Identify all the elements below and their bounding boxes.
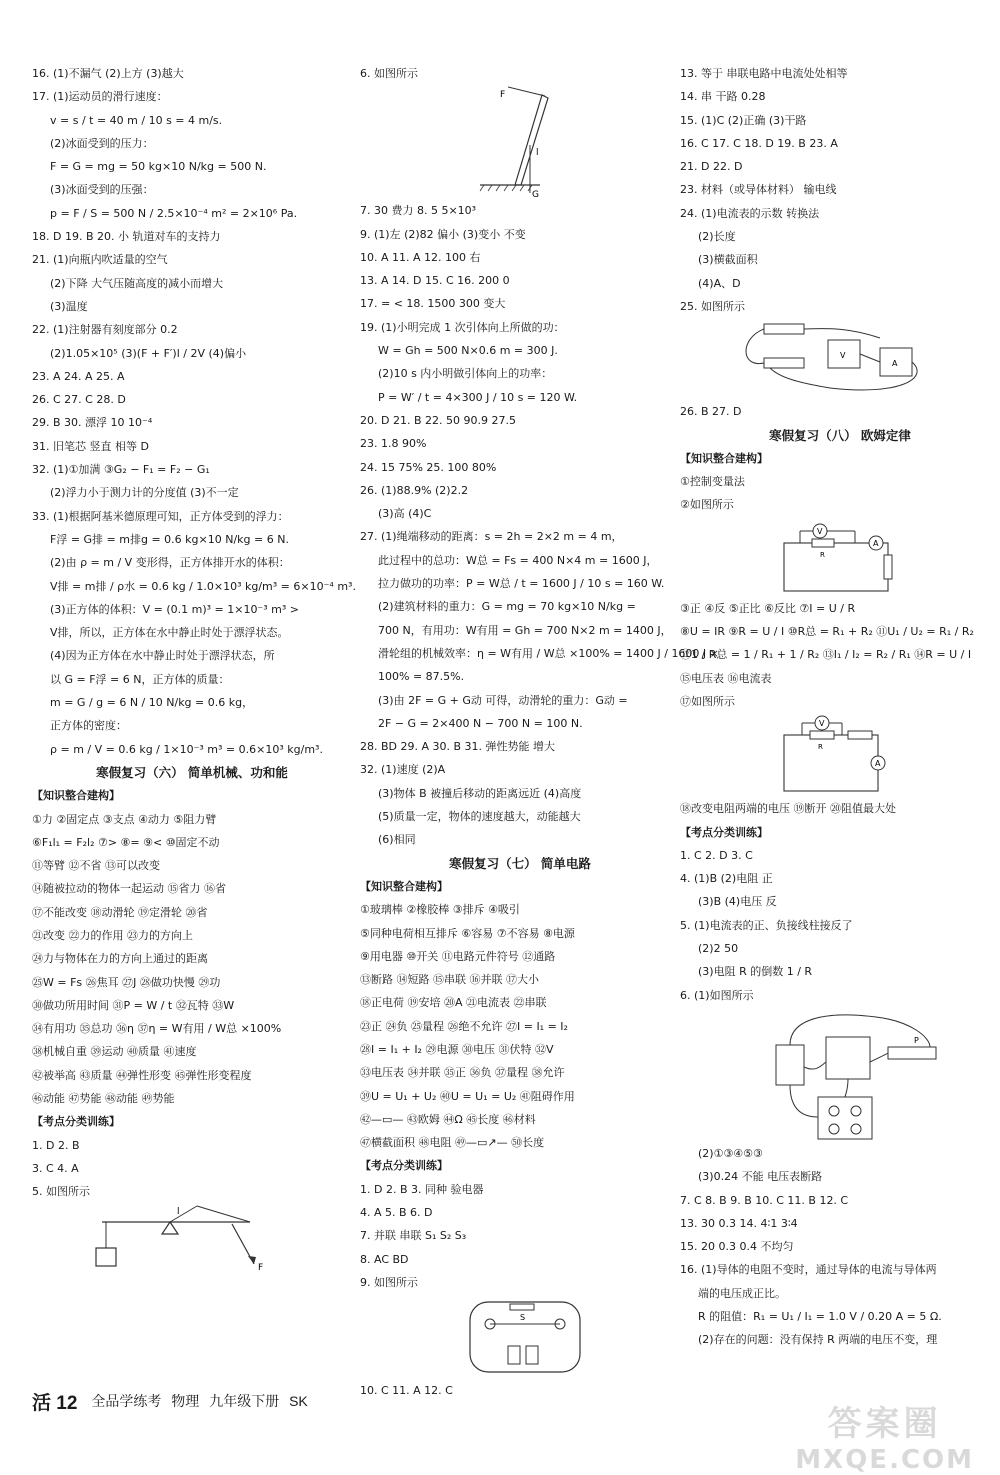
section-subtitle: 【考点分类训练】	[32, 1115, 120, 1129]
text-line: 1. D 2. B 3. 同种 验电器	[360, 1182, 484, 1196]
svg-text:V: V	[819, 719, 825, 729]
text-line: ρ = m / V = 0.6 kg / 1×10⁻³ m³ = 0.6×10³ kg/m³.	[50, 742, 323, 756]
text-line: 4. (1)B (2)电阻 正	[680, 872, 773, 886]
text-line: (2)浮力小于测力计的分度值 (3)不一定	[50, 486, 239, 500]
text-line: ②如图所示	[680, 498, 734, 512]
svg-text:F: F	[258, 1262, 264, 1273]
text-line: 滑轮组的机械效率：η = W有用 / W总 ×100% = 1400 J / 1600 J ×	[378, 646, 719, 660]
text-line: 16. (1)不漏气 (2)上方 (3)越大	[32, 67, 184, 80]
text-line: W = Gh = 500 N×0.6 m = 300 J.	[378, 344, 558, 358]
col1-lines	[32, 62, 356, 761]
text-line: 20. D 21. B 22. 50 90.9 27.5	[360, 413, 516, 427]
svg-text:A: A	[875, 759, 881, 769]
answers-list	[360, 1178, 680, 1294]
text-line: (2)①③④⑤③	[698, 1146, 763, 1160]
column-left	[32, 62, 356, 1282]
text-line: (3)冰面受到的压强：	[50, 183, 154, 197]
text-line: (4)A、D	[698, 276, 741, 290]
svg-text:R: R	[818, 743, 823, 752]
text-line: 此过程中的总功：W总 = Fs = 400 N×4 m = 1600 J，	[378, 553, 658, 567]
svg-text:A: A	[892, 359, 898, 369]
section-subtitle: 【知识整合建构】	[360, 879, 448, 893]
svg-text:V: V	[817, 526, 823, 536]
text-line: (3)横截面积	[698, 253, 758, 267]
text-line: 27. (1)绳端移动的距离：s = 2h = 2×2 m = 4 m，	[360, 530, 623, 544]
text-line: 6. 如图所示	[360, 67, 418, 80]
text-line: 22. (1)注射器有刻度部分 0.2	[32, 323, 178, 337]
text-line: 9. 如图所示	[360, 1275, 418, 1289]
answers-list-b	[680, 1142, 1000, 1352]
text-line: 正方体的密度：	[50, 719, 127, 733]
text-line: 21. (1)向瓶内吹适量的空气	[32, 253, 168, 267]
text-line: p = F / S = 500 N / 2.5×10⁻⁴ m² = 2×10⁶ Pa.	[50, 206, 298, 220]
section-title: 寒假复习（六） 简单机械、功和能	[96, 764, 288, 780]
text-line: ①力 ②固定点 ③支点 ④动力 ⑤阻力臂	[32, 812, 217, 826]
text-line: (5)质量一定，物体的速度越大，动能越大	[378, 810, 581, 824]
text-line: 10. C 11. A 12. C	[360, 1384, 453, 1398]
ohm-knowledge	[680, 597, 1000, 713]
text-line: ㊴U = U₁ + U₂ ㊵U = U₁ = U₂ ㊶阻碍作用	[360, 1089, 575, 1103]
text-line: 28. BD 29. A 30. B 31. 弹性势能 增大	[360, 740, 556, 754]
text-line: 24. 15 75% 25. 100 80%	[360, 460, 497, 474]
svg-text:V: V	[840, 351, 846, 361]
svg-text:l: l	[536, 148, 539, 159]
text-line: 32. (1)①加满 ③G₂ − F₁ = F₂ − G₁	[32, 463, 210, 477]
text-line: 7. 并联 串联 S₁ S₂ S₃	[360, 1229, 467, 1243]
text-line: ⑥F₁l₁ = F₂l₂ ⑦> ⑧= ⑨< ⑩固定不动	[32, 835, 220, 849]
svg-text:S: S	[520, 1313, 526, 1323]
svg-text:F: F	[500, 90, 506, 101]
text-line: 10. A 11. A 12. 100 右	[360, 250, 481, 264]
text-line: ㉓正 ㉔负 ㉕量程 ㉖绝不允许 ㉗I = I₁ = I₂	[360, 1019, 568, 1033]
text-line: 16. C 17. C 18. D 19. B 23. A	[680, 136, 838, 150]
text-line: ㉞有用功 ㉟总功 ㊱η ㊲η = W有用 / W总 ×100%	[32, 1022, 282, 1036]
text-line: 5. (1)电流表的正、负接线柱接反了	[680, 918, 853, 932]
text-line: ⑧U = IR ⑨R = U / I ⑩R总 = R₁ + R₂ ⑪U₁ / U₂ = R₁ / R₂	[680, 625, 974, 639]
text-line: (3)高 (4)C	[378, 507, 432, 521]
text-line: ⑰不能改变 ⑱动滑轮 ⑲定滑轮 ⑳省	[32, 905, 208, 919]
watermark-top: 答案圈	[827, 1404, 942, 1444]
text-line: 15. 20 0.3 0.4 不均匀	[680, 1240, 794, 1254]
text-line: 7. C 8. B 9. B 10. C 11. B 12. C	[680, 1193, 849, 1207]
text-line: 26. B 27. D	[680, 405, 742, 419]
ohm-circuit-figure-1	[680, 517, 1000, 597]
watermark-bottom: MXQE.COM	[795, 1445, 974, 1475]
text-line: 13. 30 0.3 14. 4∶1 3∶4	[680, 1216, 798, 1230]
text-line: m = G / g = 6 N / 10 N/kg = 0.6 kg，	[50, 696, 254, 710]
section-subtitle: 【考点分类训练】	[360, 1159, 448, 1173]
text-line: 26. (1)88.9% (2)2.2	[360, 483, 469, 497]
svg-text:G: G	[532, 190, 539, 201]
text-line: (3)0.24 不能 电压表断路	[698, 1170, 823, 1184]
text-line: ⑱改变电阻两端的电压 ⑲断开 ⑳阻值最大处	[680, 802, 896, 816]
text-line: 以 G = F浮 = 6 N，正方体的质量：	[50, 672, 230, 686]
text-line: 17. = < 18. 1500 300 变大	[360, 297, 506, 311]
text-line: 16. (1)导体的电阻不变时，通过导体的电流与导体两	[680, 1263, 937, 1277]
text-line: 2F − G = 2×400 N − 700 N = 100 N.	[378, 716, 583, 730]
page-footer	[32, 1386, 532, 1416]
text-line: V排 = m排 / ρ水 = 0.6 kg / 1.0×10³ kg/m³ = 6×10⁻⁴ m³.	[50, 579, 356, 593]
text-line: 14. 串 干路 0.28	[680, 90, 766, 104]
text-line: 9. (1)左 (2)82 偏小 (3)变小 不变	[360, 227, 526, 241]
text-line: 21. D 22. D	[680, 160, 743, 174]
text-line: (2)长度	[698, 230, 736, 244]
knowledge-list	[360, 898, 680, 1154]
text-line: 4. A 5. B 6. D	[360, 1206, 433, 1220]
text-line: ⑮电压表 ⑯电流表	[680, 671, 772, 685]
text-line: 23. 1.8 90%	[360, 437, 427, 451]
text-line: 3. C 4. A	[32, 1161, 79, 1175]
text-line: (3)正方体的体积：V = (0.1 m)³ = 1×10⁻³ m³ >	[50, 602, 299, 616]
text-line: ㊷—▭— ㊸欧姆 ㊹Ω ㊺长度 ㊻材料	[360, 1112, 536, 1126]
text-line: (3)物体 B 被撞后移动的距离远近 (4)高度	[378, 786, 582, 800]
col3-lines	[680, 62, 1000, 318]
column-right	[680, 62, 1000, 1352]
text-line: ①玻璃棒 ②橡胶棒 ③排斥 ④吸引	[360, 903, 520, 917]
ohm-circuit-figure-2	[680, 713, 1000, 797]
text-line: ㉕W = Fs ㉖焦耳 ㉗J ㉘做功快慢 ㉙功	[32, 975, 221, 989]
text-line: ③正 ④反 ⑤正比 ⑥反比 ⑦I = U / R	[680, 601, 856, 615]
text-line: (2)建筑材料的重力：G = mg = 70 kg×10 N/kg =	[378, 600, 636, 614]
section-subtitle: 【考点分类训练】	[680, 825, 768, 839]
watermark	[795, 1396, 974, 1475]
text-line: 32. (1)速度 (2)A	[360, 763, 446, 777]
text-line: (2)存在的问题：没有保持 R 两端的电压不变，理	[698, 1333, 938, 1347]
text-line: ⑨用电器 ⑩开关 ⑪电路元件符号 ⑫通路	[360, 949, 556, 963]
text-line: 拉力做功的功率：P = W总 / t = 1600 J / 10 s = 160 W.	[378, 577, 665, 591]
text-line: ㉑改变 ㉒力的作用 ㉓力的方向上	[32, 928, 193, 942]
text-line: 700 N，有用功：W有用 = Gh = 700 N×2 m = 1400 J，	[378, 623, 672, 637]
text-line: (6)相同	[378, 833, 416, 847]
page-number-mark: 活 12	[32, 1392, 78, 1414]
text-line: ⑬断路 ⑭短路 ⑮串联 ⑯并联 ⑰大小	[360, 973, 539, 987]
text-line: ⑪等臂 ⑫不省 ⑬可以改变	[32, 859, 160, 873]
text-line: 100% = 87.5%.	[378, 670, 465, 684]
text-line: 26. C 27. C 28. D	[32, 393, 126, 407]
text-line: 17. (1)运动员的滑行速度：	[32, 90, 168, 104]
text-line: 1. D 2. B	[32, 1138, 80, 1152]
text-line: (4)因为正方体在水中静止时处于漂浮状态，所	[50, 649, 275, 663]
svg-text:P: P	[914, 1035, 919, 1045]
text-line: 13. A 14. D 15. C 16. 200 0	[360, 274, 510, 288]
text-line: 7. 30 费力 8. 5 5×10³	[360, 204, 477, 218]
text-line: 端的电压成正比。	[698, 1286, 786, 1300]
text-line: ㉝电压表 ㉞并联 ㉟正 ㊱负 ㊲量程 ㊳允许	[360, 1066, 565, 1080]
text-line: (3)温度	[50, 299, 88, 313]
text-line: 18. D 19. B 20. 小 轨道对车的支持力	[32, 230, 221, 244]
section-title: 寒假复习（七） 简单电路	[449, 855, 591, 871]
text-line: V排，所以，正方体在水中静止时处于漂浮状态。	[50, 626, 289, 640]
text-line: 23. 材料（或导体材料） 输电线	[680, 183, 837, 197]
text-line: (2)10 s 内小明做引体向上的功率：	[378, 367, 553, 381]
text-line: ⑫1 / R总 = 1 / R₁ + 1 / R₂ ⑬I₁ / I₂ = R₂ / R₁ ⑭R = U / I	[680, 648, 972, 662]
text-line: (3)B (4)电压 反	[698, 895, 777, 909]
text-line: 8. AC BD	[360, 1252, 409, 1266]
text-line: ㉔力与物体在力的方向上通过的距离	[32, 952, 208, 966]
svg-text:l: l	[177, 1206, 180, 1217]
text-line: ㊳机械自重 ㊴运动 ㊵质量 ㊶速度	[32, 1045, 197, 1059]
text-line: 31. 旧笔芯 竖直 相等 D	[32, 439, 149, 453]
text-line: ㊻动能 ㊼势能 ㊽动能 ㊾势能	[32, 1092, 175, 1106]
text-line: ㊷被举高 ㊸质量 ㊹弹性形变 ㊺弹性形变程度	[32, 1068, 252, 1082]
text-line: P = W′ / t = 4×300 J / 10 s = 120 W.	[378, 390, 578, 404]
section-title: 寒假复习（八） 欧姆定律	[769, 427, 911, 443]
text-line: 6. (1)如图所示	[680, 988, 754, 1002]
text-line: 24. (1)电流表的示数 转换法	[680, 206, 820, 220]
text-line: 33. (1)根据阿基米德原理可知，正方体受到的浮力：	[32, 509, 289, 523]
text-line: ⑰如图所示	[680, 694, 735, 708]
text-line: (3)电阻 R 的倒数 1 / R	[698, 965, 813, 979]
text-line: 1. C 2. D 3. C	[680, 848, 753, 862]
lever-figure	[32, 1204, 352, 1282]
text-line: ㉚做功所用时间 ㉛P = W / t ㉜瓦特 ㉝W	[32, 998, 235, 1012]
text-line: ⑱正电荷 ⑲安培 ⑳A ㉑电流表 ㉒串联	[360, 996, 547, 1010]
svg-text:R: R	[820, 550, 825, 559]
text-line: (2)1.05×10⁵ (3)(F + F′)l / 2V (4)偏小	[50, 346, 247, 360]
text-line: ㊼横截面积 ㊽电阻 ㊾—▭↗— ㊿长度	[360, 1136, 545, 1150]
text-line: 25. 如图所示	[680, 299, 745, 313]
text-line: 13. 等于 串联电路中电流处处相等	[680, 67, 848, 80]
rod-force-figure	[360, 85, 680, 199]
circuit-parallel-figure	[360, 1294, 680, 1379]
text-line: 5. 如图所示	[32, 1185, 90, 1199]
text-line: (2)由 ρ = m / V 变形得，正方体排开水的体积：	[50, 556, 290, 570]
text-line: v = s / t = 40 m / 10 s = 4 m/s.	[50, 113, 223, 127]
text-line: ㉘I = I₁ + I₂ ㉙电源 ㉚电压 ㉛伏特 ㉜V	[360, 1042, 554, 1056]
text-line: 23. A 24. A 25. A	[32, 369, 125, 383]
text-line: F = G = mg = 50 kg×10 N/kg = 500 N.	[50, 160, 267, 174]
circuit-meters-figure	[680, 318, 1000, 400]
section-subtitle: 【知识整合建构】	[680, 451, 768, 465]
text-line: (2)冰面受到的压力：	[50, 136, 154, 150]
knowledge-list	[32, 808, 352, 1111]
answers-list	[680, 844, 1000, 1007]
text-line: ⑭随被拉动的物体一起运动 ⑮省力 ⑯省	[32, 882, 226, 896]
text-line: 29. B 30. 漂浮 10 10⁻⁴	[32, 416, 153, 430]
experiment-circuit-figure	[680, 1007, 1000, 1142]
text-line: F浮 = G排 = m排g = 0.6 kg×10 N/kg = 6 N.	[50, 532, 289, 546]
text-line: (2)下降 大气压随高度的减小而增大	[50, 276, 224, 290]
text-line: (2)2 50	[698, 942, 739, 956]
text-line: ⑤同种电荷相互排斥 ⑥容易 ⑦不容易 ⑧电源	[360, 926, 575, 940]
text-line: R 的阻值：R₁ = U₁ / I₁ = 1.0 V / 0.20 A = 5 Ω.	[698, 1309, 942, 1323]
text-line: 15. (1)C (2)正确 (3)干路	[680, 113, 807, 127]
answers-list	[32, 1134, 352, 1204]
svg-text:A: A	[873, 538, 879, 548]
text-line: ①控制变量法	[680, 475, 745, 489]
book-title: 全品学练考 物理 九年级下册 SK	[91, 1393, 308, 1409]
text-line: 19. (1)小明完成 1 次引体向上所做的功：	[360, 320, 565, 334]
text-line: (3)由 2F = G + G动 可得，动滑轮的重力：G动 =	[378, 693, 628, 707]
section-subtitle: 【知识整合建构】	[32, 789, 120, 803]
